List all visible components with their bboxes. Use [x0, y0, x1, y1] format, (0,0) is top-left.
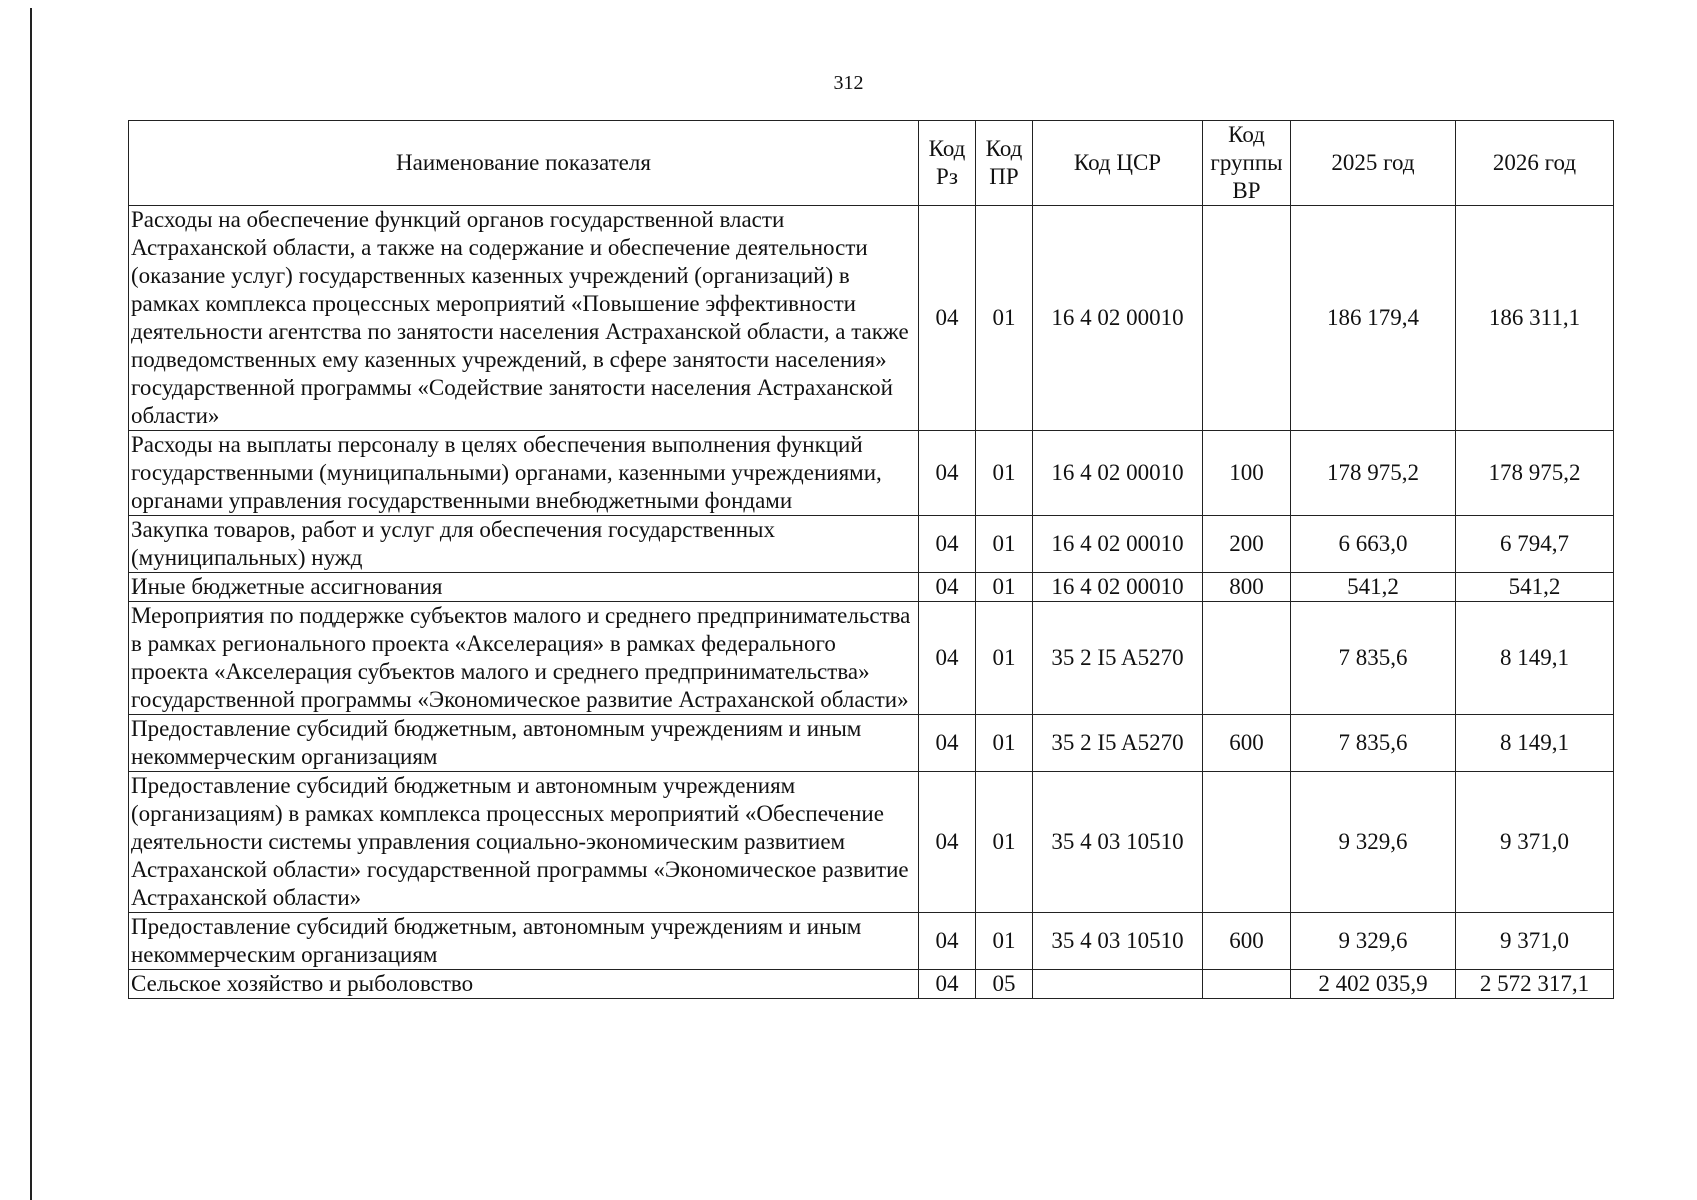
header-pr-line2: ПР [989, 164, 1019, 189]
row-name: Мероприятия по поддержке субъектов малого и среднего предпринимательства в рамках регионального проекта «Акселерация» в рамках федерального проекта «Акселерация субъектов малого и среднего предпринимательства» государственной программы «Экономическое развитие Астраханской области» [129, 602, 919, 715]
header-rz [919, 121, 976, 206]
row-name: Предоставление субсидий бюджетным и автономным учреждениям (организациям) в рамках комплекса процессных мероприятий «Обеспечение деятельности системы управления социально-экономическим развитием Астраханской области» государственной программы «Экономическое развитие Астраханской области» [129, 772, 919, 913]
table-row [129, 206, 1614, 431]
header-vr-line2: группы [1210, 150, 1283, 175]
row-name: Закупка товаров, работ и услуг для обеспечения государственных (муниципальных) нужд [129, 516, 919, 573]
row-vr [1203, 970, 1291, 999]
row-vr: 100 [1203, 431, 1291, 516]
row-2025: 6 663,0 [1291, 516, 1456, 573]
row-pr: 01 [976, 913, 1033, 970]
row-2026: 2 572 317,1 [1456, 970, 1614, 999]
row-vr [1203, 602, 1291, 715]
row-pr: 01 [976, 602, 1033, 715]
row-rz: 04 [919, 573, 976, 602]
row-2026: 8 149,1 [1456, 715, 1614, 772]
row-rz: 04 [919, 206, 976, 431]
row-pr: 01 [976, 516, 1033, 573]
header-name: Наименование показателя [129, 121, 919, 206]
row-csr: 35 2 I5 A5270 [1033, 715, 1203, 772]
row-vr: 600 [1203, 715, 1291, 772]
row-csr: 16 4 02 00010 [1033, 431, 1203, 516]
header-vr-line3: ВР [1232, 178, 1261, 203]
scan-edge-line [30, 8, 32, 1200]
row-rz: 04 [919, 913, 976, 970]
row-rz: 04 [919, 772, 976, 913]
row-pr: 01 [976, 573, 1033, 602]
row-2025: 9 329,6 [1291, 772, 1456, 913]
row-pr: 01 [976, 431, 1033, 516]
table-row [129, 516, 1614, 573]
table-row [129, 715, 1614, 772]
row-name: Предоставление субсидий бюджетным, автономным учреждениям и иным некоммерческим организациям [129, 715, 919, 772]
row-name: Расходы на выплаты персоналу в целях обеспечения выполнения функций государственными (муниципальными) органами, казенными учреждениями, органами управления государственными внебюджетными фондами [129, 431, 919, 516]
row-vr: 200 [1203, 516, 1291, 573]
row-csr: 35 2 I5 A5270 [1033, 602, 1203, 715]
row-2026: 541,2 [1456, 573, 1614, 602]
row-pr: 01 [976, 715, 1033, 772]
budget-table [128, 120, 1614, 999]
header-pr-line1: Код [985, 136, 1023, 161]
table-row [129, 573, 1614, 602]
row-vr [1203, 772, 1291, 913]
row-2025: 186 179,4 [1291, 206, 1456, 431]
header-pr [976, 121, 1033, 206]
row-pr: 01 [976, 206, 1033, 431]
row-2026: 9 371,0 [1456, 913, 1614, 970]
row-2025: 178 975,2 [1291, 431, 1456, 516]
header-vr [1203, 121, 1291, 206]
row-rz: 04 [919, 602, 976, 715]
row-vr: 600 [1203, 913, 1291, 970]
header-vr-line1: Код [1228, 122, 1265, 147]
row-2025: 9 329,6 [1291, 913, 1456, 970]
header-2026: 2026 год [1456, 121, 1614, 206]
row-csr: 16 4 02 00010 [1033, 516, 1203, 573]
row-csr: 35 4 03 10510 [1033, 913, 1203, 970]
row-rz: 04 [919, 715, 976, 772]
table-row [129, 602, 1614, 715]
header-rz-line1: Код [928, 136, 966, 161]
row-vr: 800 [1203, 573, 1291, 602]
row-2026: 178 975,2 [1456, 431, 1614, 516]
row-csr: 35 4 03 10510 [1033, 772, 1203, 913]
row-2026: 6 794,7 [1456, 516, 1614, 573]
row-name: Сельское хозяйство и рыболовство [129, 970, 919, 999]
row-2026: 9 371,0 [1456, 772, 1614, 913]
row-name: Иные бюджетные ассигнования [129, 573, 919, 602]
row-csr: 16 4 02 00010 [1033, 206, 1203, 431]
table-row [129, 772, 1614, 913]
header-rz-line2: Рз [936, 164, 958, 189]
row-csr [1033, 970, 1203, 999]
row-name: Расходы на обеспечение функций органов государственной власти Астраханской области, а также на содержание и обеспечение деятельности (оказание услуг) государственных казенных учреждений (организаций) в рамках комплекса процессных мероприятий «Повышение эффективности деятельности агентства по занятости населения Астраханской области, а также подведомственных ему казенных учреждений, в сфере занятости населения» государственной программы «Содействие занятости населения Астраханской области» [129, 206, 919, 431]
row-2026: 186 311,1 [1456, 206, 1614, 431]
row-2025: 7 835,6 [1291, 715, 1456, 772]
row-2025: 7 835,6 [1291, 602, 1456, 715]
row-rz: 04 [919, 431, 976, 516]
row-2025: 2 402 035,9 [1291, 970, 1456, 999]
row-vr [1203, 206, 1291, 431]
row-2025: 541,2 [1291, 573, 1456, 602]
table-row [129, 431, 1614, 516]
page-number: 312 [833, 72, 864, 94]
header-csr: Код ЦСР [1033, 121, 1203, 206]
table-header-row [129, 121, 1614, 206]
row-csr: 16 4 02 00010 [1033, 573, 1203, 602]
row-pr: 01 [976, 772, 1033, 913]
row-name: Предоставление субсидий бюджетным, автономным учреждениям и иным некоммерческим организациям [129, 913, 919, 970]
row-pr: 05 [976, 970, 1033, 999]
row-2026: 8 149,1 [1456, 602, 1614, 715]
row-rz: 04 [919, 970, 976, 999]
table-row [129, 970, 1614, 999]
table-row [129, 913, 1614, 970]
header-2025: 2025 год [1291, 121, 1456, 206]
row-rz: 04 [919, 516, 976, 573]
